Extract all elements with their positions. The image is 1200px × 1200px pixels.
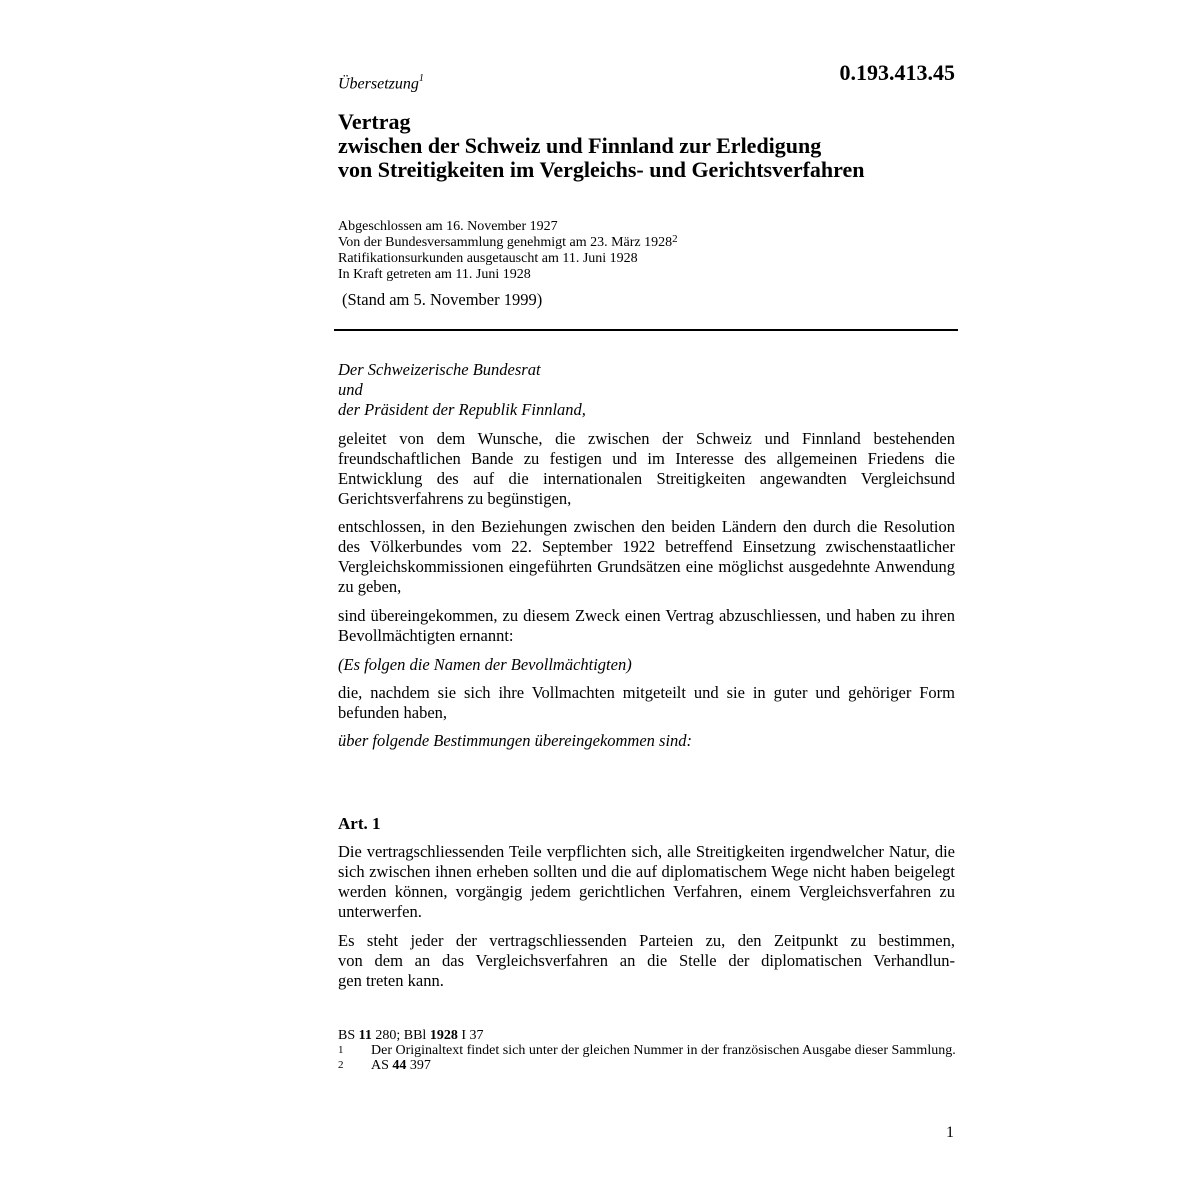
preamble-paragraph-3: sind übereingekommen, zu diesem Zweck einen Vertrag abzuschliessen, und haben zu ihren Bevollmächtigten ernannt:: [338, 606, 955, 645]
concluded-date: Abgeschlossen am 16. November 1927: [338, 219, 558, 234]
preamble-paragraph-4: die, nachdem sie sich ihre Vollmachten mitgeteilt und sie in guter und gehöriger Form befunden haben,: [338, 683, 955, 722]
article-1-paragraph-1: Die vertragschliessenden Teile verpflichten sich, alle Streitigkeiten irgendwelcher Natur, die sich zwischen ihnen erheben sollten und die auf diplomatischem Wege nicht haben beigelegt werden können, vorgängig jedem gerichtlichen Verfahren, einem Vergleichsverfahren zu unterwerfen.: [338, 842, 955, 921]
paragraph-line: von dem an das Vergleichsverfahren an die Stelle der diplomatischen Verhandlun-: [338, 951, 955, 970]
preamble-parties: [338, 360, 955, 420]
status-date: (Stand am 5. November 1999): [342, 290, 543, 309]
plenipotentiaries-note: (Es folgen die Namen der Bevollmächtigten): [338, 655, 632, 674]
paragraph-line: Es steht jeder der vertragschliessenden Parteien zu, den Zeitpunkt zu bestimmen,: [338, 931, 955, 950]
ratification-date: Ratifikationsurkunden ausgetauscht am 11. Juni 1928: [338, 251, 638, 266]
party-line: Der Schweizerische Bundesrat: [338, 360, 541, 379]
sr-number: 0.193.413.45: [839, 60, 955, 85]
treaty-title: [338, 110, 958, 182]
paragraph-line: gen treten kann.: [338, 971, 444, 990]
translation-label: Übersetzung$^1$: [338, 73, 424, 93]
footnote-ref-2: 2: [672, 233, 678, 245]
title-line: Vertrag: [338, 109, 411, 134]
footnote-number: 1: [338, 1044, 344, 1056]
footnote-text: AS 44 397: [371, 1058, 431, 1073]
in-force-date: In Kraft getreten am 11. Juni 1928: [338, 267, 531, 282]
article-heading: Art. 1: [338, 814, 381, 833]
footnote-1: [338, 1043, 961, 1058]
treaty-metadata: [338, 219, 678, 283]
header-divider: [334, 329, 958, 331]
party-line: der Präsident der Republik Finnland,: [338, 400, 586, 419]
footnote-text: Der Originaltext findet sich unter der gleichen Nummer in der französischen Ausgabe dieser Sammlung.: [371, 1043, 956, 1058]
approved-date: Von der Bundesversammlung genehmigt am 23. März 1928$^2$: [338, 233, 678, 250]
footnote-2: [338, 1058, 961, 1073]
party-line: und: [338, 380, 363, 399]
source-reference: BS 11 280; BBl 1928 I 37: [338, 1028, 484, 1043]
preamble-paragraph-1: geleitet von dem Wunsche, die zwischen der Schweiz und Finnland bestehenden freundschaftlichen Bande zu festigen und im Interesse des allgemeinen Friedens die Entwicklung des auf die internationalen Streitigkeiten angewandten Vergleichsund Gerichtsverfahrens zu begünstigen,: [338, 429, 955, 508]
title-line: zwischen der Schweiz und Finnland zur Erledigung: [338, 133, 822, 158]
page-number: 1: [946, 1124, 954, 1141]
title-line: von Streitigkeiten im Vergleichs- und Gerichtsverfahren: [338, 157, 865, 182]
article-1-paragraph-2: [338, 931, 955, 991]
footnotes: [338, 1028, 961, 1073]
preamble-paragraph-2: entschlossen, in den Beziehungen zwischen den beiden Ländern den durch die Resolution des Völkerbundes vom 22. September 1922 betreffend Einsetzung zwischenstaatlicher Vergleichskommissionen eingeführten Grundsätzen eine möglichst ausgedehnte Anwendung zu geben,: [338, 517, 955, 596]
footnote-ref-1: 1: [418, 73, 424, 84]
footnote-number: 2: [338, 1059, 344, 1071]
preamble-closing: über folgende Bestimmungen übereingekommen sind:: [338, 731, 693, 750]
